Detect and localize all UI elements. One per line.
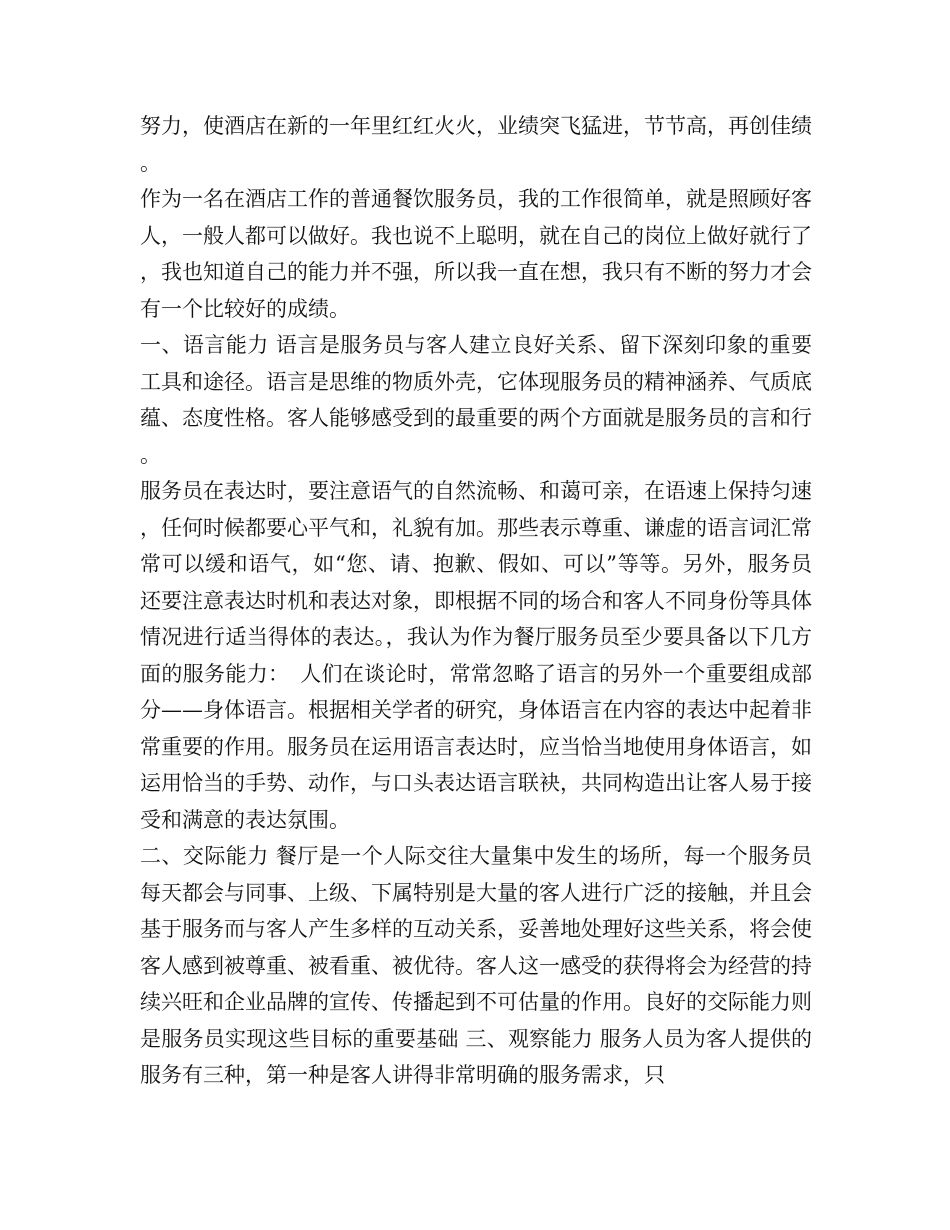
paragraph-2: 作为一名在酒店工作的普通餐饮服务员，我的工作很简单，就是照顾好客人，一般人都可以做好。我也说不上聪明，就在自己的岗位上做好就行了，我也知道自己的能力并不强，所以我一直在想，我只有不断的努力才会有一个比较好的成绩。: [140, 187, 812, 321]
paragraph-1: 努力，使酒店在新的一年里红红火火，业绩突飞猛进，节节高，再创佳绩。: [140, 114, 812, 175]
paragraph-4: 服务员在表达时，要注意语气的自然流畅、和蔼可亲，在语速上保持匀速，任何时候都要心平气和，礼貌有加。那些表示尊重、谦虚的语言词汇常常可以缓和语气，如“您、请、抱歉、假如、可以”等等。另外，服务员还要注意表达时机和表达对象，即根据不同的场合和客人不同身份等具体情况进行适当得体的表达。，我认为作为餐厅服务员至少要具备以下几方面的服务能力： 人们在谈论时，常常忽略了语言的另外一个重要组成部分——身体语言。根据相关学者的研究，身体语言在内容的表达中起着非常重要的作用。服务员在运用语言表达时，应当恰当地使用身体语言，如运用恰当的手势、动作，与口头表达语言联袂，共同构造出让客人易于接受和满意的表达氛围。: [140, 479, 812, 832]
document-body: [140, 108, 812, 1094]
paragraph-3: 一、语言能力 语言是服务员与客人建立良好关系、留下深刻印象的重要工具和途径。语言是思维的物质外壳，它体现服务员的精神涵养、气质底蕴、态度性格。客人能够感受到的最重要的两个方面就是服务员的言和行。: [140, 333, 812, 467]
paragraph-5: 二、交际能力 餐厅是一个人际交往大量集中发生的场所，每一个服务员每天都会与同事、上级、下属特别是大量的客人进行广泛的接触，并且会基于服务而与客人产生多样的互动关系，妥善地处理好这些关系，将会使客人感到被尊重、被看重、被优待。客人这一感受的获得将会为经营的持续兴旺和企业品牌的宣传、传播起到不可估量的作用。良好的交际能力则是服务员实现这些目标的重要基础 三、观察能力 服务人员为客人提供的服务有三种，第一种是客人讲得非常明确的服务需求，只: [140, 844, 812, 1087]
